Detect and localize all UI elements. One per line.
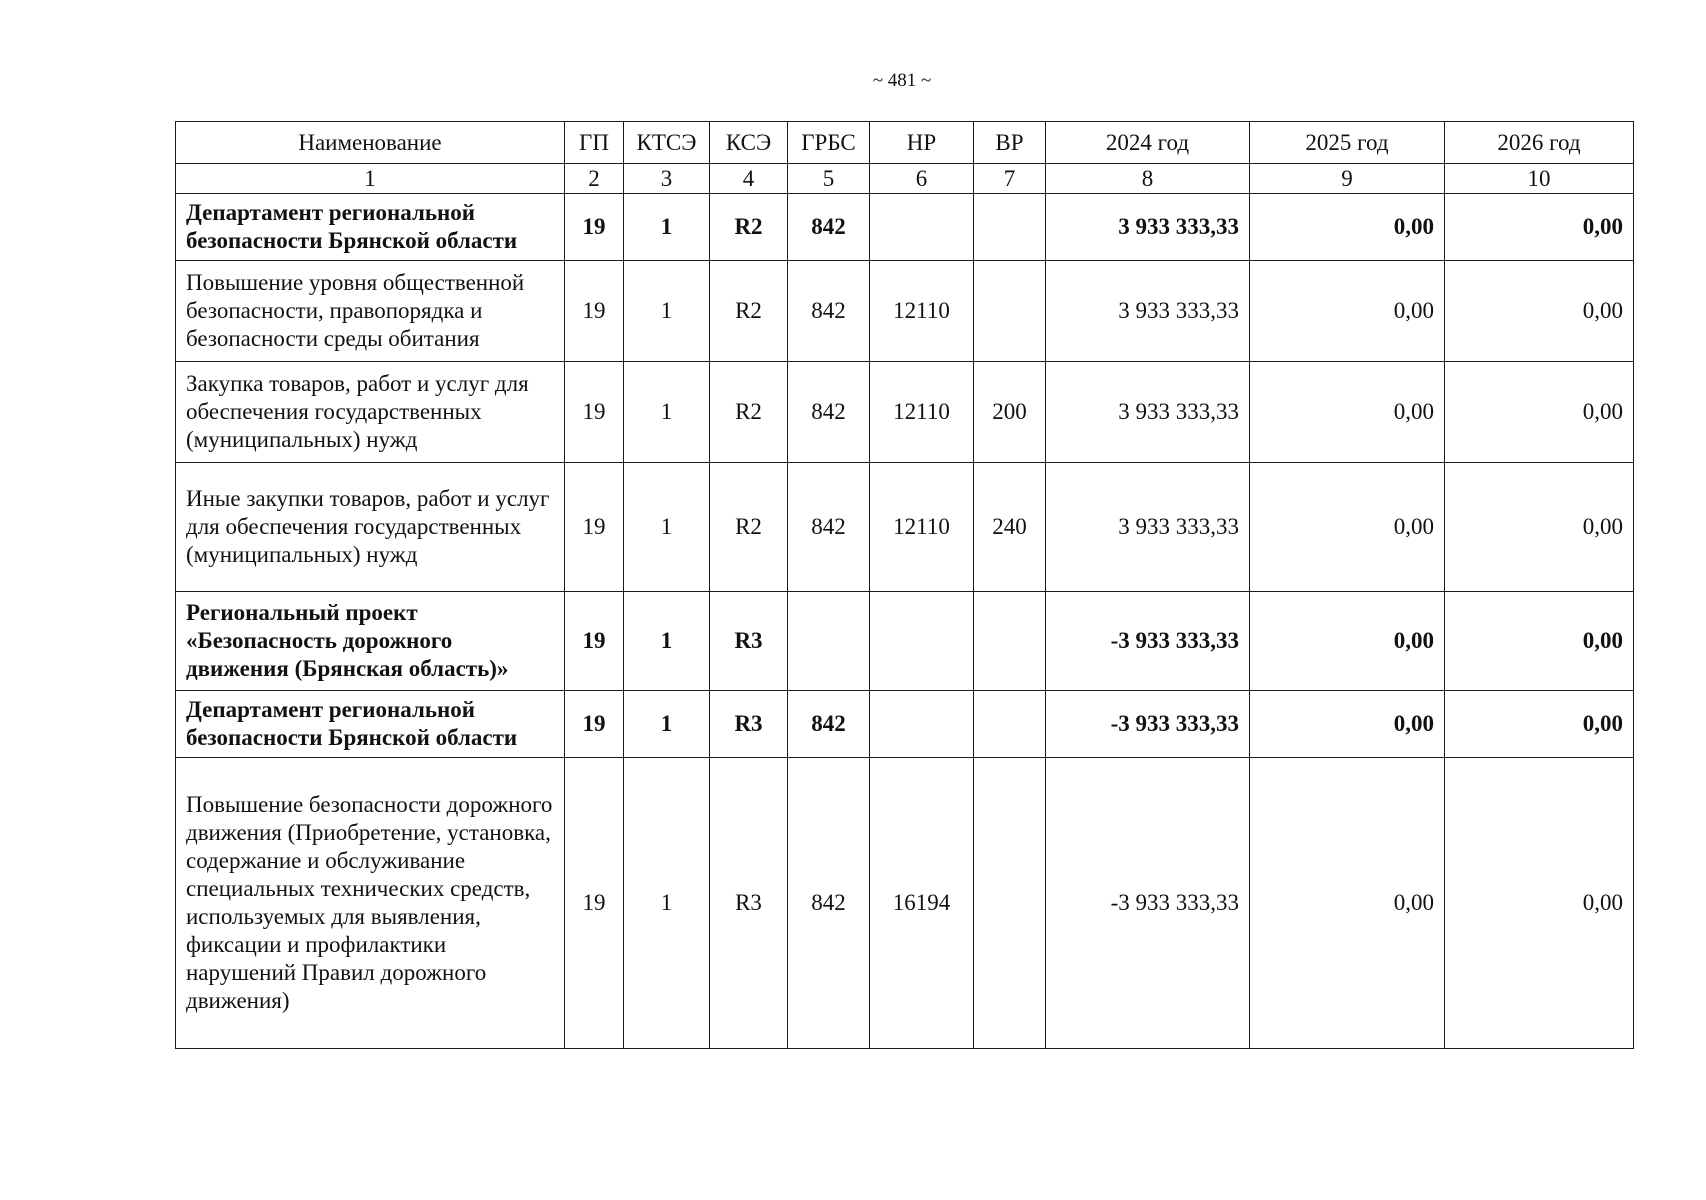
row-vr: 240 [974, 463, 1046, 592]
row-nr [870, 592, 974, 691]
header-2024: 2024 год [1046, 122, 1250, 164]
row-2026: 0,00 [1445, 691, 1634, 758]
row-name: Иные закупки товаров, работ и услуг для обеспечения государственных (муниципальных) нужд [176, 463, 565, 592]
column-number: 9 [1250, 164, 1445, 194]
row-name: Региональный проект «Безопасность дорожного движения (Брянская область)» [176, 592, 565, 691]
row-2024: 3 933 333,33 [1046, 463, 1250, 592]
header-kse: КСЭ [710, 122, 788, 164]
row-vr: 200 [974, 362, 1046, 463]
header-ktse: КТСЭ [624, 122, 710, 164]
row-2024: -3 933 333,33 [1046, 592, 1250, 691]
row-grbs [788, 592, 870, 691]
row-gp: 19 [565, 261, 624, 362]
header-grbs: ГРБС [788, 122, 870, 164]
row-name: Закупка товаров, работ и услуг для обеспечения государственных (муниципальных) нужд [176, 362, 565, 463]
row-ktse: 1 [624, 261, 710, 362]
row-grbs: 842 [788, 758, 870, 1049]
row-2026: 0,00 [1445, 194, 1634, 261]
row-nr [870, 194, 974, 261]
row-2024: 3 933 333,33 [1046, 261, 1250, 362]
row-2026: 0,00 [1445, 362, 1634, 463]
header-gp: ГП [565, 122, 624, 164]
row-2024: 3 933 333,33 [1046, 362, 1250, 463]
row-kse: R3 [710, 758, 788, 1049]
row-2024: -3 933 333,33 [1046, 691, 1250, 758]
header-2025: 2025 год [1250, 122, 1445, 164]
row-2025: 0,00 [1250, 194, 1445, 261]
row-grbs: 842 [788, 362, 870, 463]
table-row [176, 592, 1634, 691]
header-nr: НР [870, 122, 974, 164]
row-vr [974, 194, 1046, 261]
table-row [176, 758, 1634, 1049]
row-2025: 0,00 [1250, 758, 1445, 1049]
table-row [176, 194, 1634, 261]
page-number: ~ 481 ~ [872, 70, 932, 91]
row-kse: R2 [710, 362, 788, 463]
column-number: 1 [176, 164, 565, 194]
row-kse: R2 [710, 463, 788, 592]
row-2025: 0,00 [1250, 463, 1445, 592]
row-ktse: 1 [624, 758, 710, 1049]
row-2026: 0,00 [1445, 592, 1634, 691]
row-name: Повышение уровня общественной безопасности, правопорядка и безопасности среды обитания [176, 261, 565, 362]
row-2025: 0,00 [1250, 261, 1445, 362]
row-gp: 19 [565, 463, 624, 592]
row-2025: 0,00 [1250, 691, 1445, 758]
row-nr [870, 691, 974, 758]
column-number: 6 [870, 164, 974, 194]
header-name: Наименование [176, 122, 565, 164]
header-row [176, 122, 1634, 164]
row-gp: 19 [565, 194, 624, 261]
row-ktse: 1 [624, 362, 710, 463]
row-ktse: 1 [624, 194, 710, 261]
row-ktse: 1 [624, 592, 710, 691]
table-row [176, 691, 1634, 758]
row-2026: 0,00 [1445, 758, 1634, 1049]
column-number: 2 [565, 164, 624, 194]
row-kse: R3 [710, 592, 788, 691]
row-nr: 12110 [870, 261, 974, 362]
table-row [176, 261, 1634, 362]
row-name: Департамент региональной безопасности Брянской области [176, 194, 565, 261]
column-number: 10 [1445, 164, 1634, 194]
row-nr: 12110 [870, 463, 974, 592]
row-nr: 12110 [870, 362, 974, 463]
row-gp: 19 [565, 362, 624, 463]
row-vr [974, 691, 1046, 758]
row-vr [974, 261, 1046, 362]
row-name: Повышение безопасности дорожного движения (Приобретение, установка, содержание и обслуживание специальных технических средств, используемых для выявления, фиксации и профилактики нарушений Правил дорожного движения) [176, 758, 565, 1049]
column-number: 5 [788, 164, 870, 194]
row-name: Департамент региональной безопасности Брянской области [176, 691, 565, 758]
row-2026: 0,00 [1445, 463, 1634, 592]
row-grbs: 842 [788, 194, 870, 261]
row-kse: R2 [710, 261, 788, 362]
row-grbs: 842 [788, 463, 870, 592]
row-vr [974, 592, 1046, 691]
row-2026: 0,00 [1445, 261, 1634, 362]
column-number: 8 [1046, 164, 1250, 194]
row-grbs: 842 [788, 261, 870, 362]
row-gp: 19 [565, 592, 624, 691]
row-ktse: 1 [624, 463, 710, 592]
column-number: 4 [710, 164, 788, 194]
row-nr: 16194 [870, 758, 974, 1049]
row-gp: 19 [565, 758, 624, 1049]
column-number: 7 [974, 164, 1046, 194]
header-vr: ВР [974, 122, 1046, 164]
row-2025: 0,00 [1250, 592, 1445, 691]
row-grbs: 842 [788, 691, 870, 758]
header-2026: 2026 год [1445, 122, 1634, 164]
table-row [176, 362, 1634, 463]
row-kse: R2 [710, 194, 788, 261]
row-kse: R3 [710, 691, 788, 758]
row-2025: 0,00 [1250, 362, 1445, 463]
table-row [176, 463, 1634, 592]
budget-table [175, 121, 1634, 1049]
row-vr [974, 758, 1046, 1049]
column-number: 3 [624, 164, 710, 194]
column-number-row [176, 164, 1634, 194]
row-gp: 19 [565, 691, 624, 758]
row-2024: 3 933 333,33 [1046, 194, 1250, 261]
row-ktse: 1 [624, 691, 710, 758]
row-2024: -3 933 333,33 [1046, 758, 1250, 1049]
